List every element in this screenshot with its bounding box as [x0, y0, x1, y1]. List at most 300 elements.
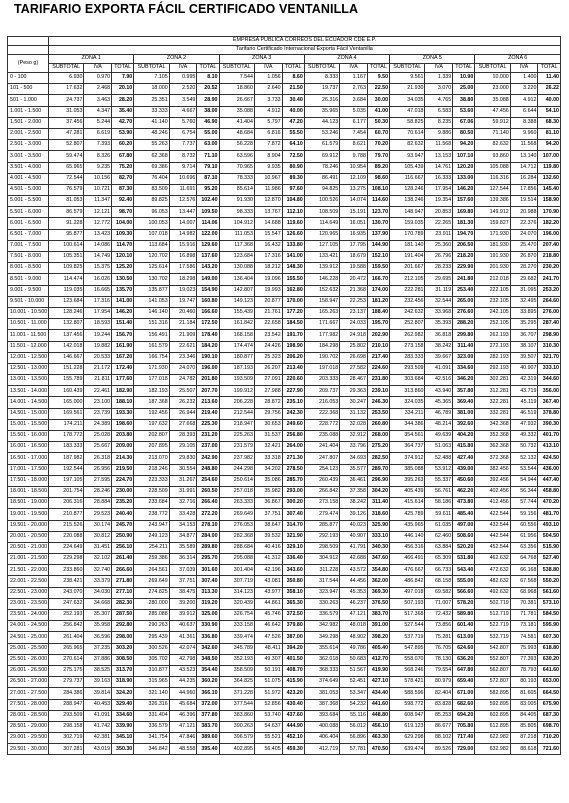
iva-cell: 20.533 — [84, 352, 112, 363]
subtotal-cell: 83.509 — [134, 184, 169, 195]
table-row — [8, 498, 561, 509]
iva-cell: 3.463 — [84, 95, 112, 106]
subtotal-cell: 130.702 — [134, 274, 169, 285]
iva-cell: 8.904 — [254, 151, 282, 162]
iva-cell: 68.158 — [425, 576, 453, 587]
iva-cell: 18.679 — [340, 252, 368, 263]
subtotal-cell: 146.228 — [304, 274, 339, 285]
total-cell: 143.20 — [197, 263, 219, 274]
total-cell: 50.30 — [367, 117, 389, 128]
iva-cell: 47.121 — [169, 721, 197, 732]
iva-cell: 12.576 — [169, 196, 197, 207]
total-cell: 149.00 — [197, 274, 219, 285]
weight-range: 2.501 - 3.000 — [8, 140, 49, 151]
subtotal-cell: 187.982 — [48, 453, 83, 464]
total-cell: 647.80 — [453, 665, 475, 676]
total-cell: 67.80 — [112, 151, 134, 162]
total-cell: 193.30 — [112, 408, 134, 419]
weight-range: 24.501 - 25.000 — [8, 632, 49, 643]
subtotal-cell: 93.860 — [475, 151, 510, 162]
iva-cell: 1.339 — [425, 73, 453, 84]
subtotal-cell: 37.456 — [48, 117, 83, 128]
iva-cell: 3.684 — [340, 95, 368, 106]
iva-cell: 37.235 — [84, 643, 112, 654]
subtotal-cell: 331.404 — [134, 710, 169, 721]
iva-cell: 7.872 — [254, 140, 282, 151]
iva-cell: 71.781 — [510, 610, 538, 621]
iva-cell: 48.411 — [254, 643, 282, 654]
iva-cell: 21.761 — [254, 307, 282, 318]
total-cell: 369.30 — [367, 587, 389, 598]
weight-range: 6.001 - 6.500 — [8, 218, 49, 229]
subtotal-cell: 139.386 — [475, 196, 510, 207]
total-cell: 181.20 — [367, 296, 389, 307]
table-row — [8, 665, 561, 676]
subtotal-cell: 592.895 — [475, 699, 510, 710]
total-cell: 313.70 — [112, 665, 134, 676]
subtotal-cell: 116.316 — [475, 173, 510, 184]
total-cell: 264.60 — [538, 296, 561, 307]
weight-range: 9.001 - 9.500 — [8, 285, 49, 296]
total-cell: 531.80 — [453, 554, 475, 565]
subtotal-cell: 25.351 — [134, 95, 169, 106]
iva-cell: 20.472 — [340, 274, 368, 285]
iva-cell: 21.368 — [340, 285, 368, 296]
subtotal-cell: 233.860 — [48, 565, 83, 576]
table-row — [8, 352, 561, 363]
table-row — [8, 520, 561, 531]
total-cell: 141.00 — [282, 252, 304, 263]
subtotal-cell: 187.368 — [134, 397, 169, 408]
total-cell: 174.00 — [367, 285, 389, 296]
subtotal-cell: 486.842 — [390, 576, 425, 587]
subtotal-cell: 105.088 — [475, 162, 510, 173]
total-cell: 277.10 — [112, 587, 134, 598]
total-cell: 319.20 — [197, 598, 219, 609]
iva-cell: 40.416 — [254, 542, 282, 553]
total-cell: 177.20 — [282, 307, 304, 318]
total-cell: 372.50 — [282, 610, 304, 621]
subtotal-cell: 86.491 — [304, 173, 339, 184]
subtotal-cell: 181.140 — [390, 240, 425, 251]
subtotal-cell: 52.807 — [48, 140, 83, 151]
table-row — [8, 643, 561, 654]
total-cell: 26.22 — [538, 84, 561, 95]
total-cell: 289.80 — [197, 542, 219, 553]
subtotal-cell: 252.105 — [475, 319, 510, 330]
subtotal-cell: 155.439 — [219, 307, 254, 318]
weight-range: 101 - 500 — [8, 84, 49, 95]
total-cell: 231.20 — [197, 431, 219, 442]
total-cell: 94.20 — [453, 140, 475, 151]
total-cell: 172.40 — [112, 363, 134, 374]
iva-cell: 65.309 — [425, 554, 453, 565]
weight-range: 13.501 - 14.000 — [8, 386, 49, 397]
subtotal-cell: 120.702 — [134, 252, 169, 263]
table-row — [8, 117, 561, 128]
iva-cell: 39.814 — [84, 688, 112, 699]
iva-cell: 0.970 — [84, 73, 112, 84]
total-cell: 527.40 — [538, 554, 561, 565]
total-cell: 253.20 — [538, 285, 561, 296]
total-cell: 415.90 — [282, 677, 304, 688]
subtotal-cell: 191.930 — [475, 252, 510, 263]
subtotal-cell: 249.123 — [134, 531, 169, 542]
total-cell: 404.20 — [453, 431, 475, 442]
subtotal-cell: 91.930 — [219, 196, 254, 207]
weight-range: 11.001 - 11.500 — [8, 330, 49, 341]
iva-cell: 2.468 — [84, 84, 112, 95]
subtotal-cell: 119.035 — [48, 285, 83, 296]
total-cell: 717.40 — [453, 733, 475, 744]
iva-cell: 25.360 — [425, 240, 453, 251]
subtotal-cell: 209.737 — [304, 386, 339, 397]
total-cell: 538.80 — [538, 565, 561, 576]
table-row — [8, 453, 561, 464]
total-cell: 55.00 — [197, 128, 219, 139]
iva-cell: 19.244 — [84, 330, 112, 341]
subtotal-cell: 71.140 — [475, 128, 510, 139]
total-cell: 266.40 — [197, 498, 219, 509]
weight-range: 2.001 - 2.500 — [8, 128, 49, 139]
table-row — [8, 554, 561, 565]
iva-cell: 27.988 — [254, 386, 282, 397]
total-cell: 664.50 — [538, 688, 561, 699]
subtotal-cell: 70.965 — [219, 162, 254, 173]
iva-cell: 32.544 — [425, 296, 453, 307]
total-cell: 156.70 — [112, 330, 134, 341]
zone-header: ZONA 1 — [48, 55, 133, 64]
subtotal-cell: 207.895 — [134, 442, 169, 453]
total-cell: 89.20 — [367, 162, 389, 173]
subtotal-cell: 35.088 — [475, 95, 510, 106]
subtotal-cell: 262.193 — [475, 330, 510, 341]
weight-range: 4.501 - 5.000 — [8, 184, 49, 195]
iva-cell: 5.760 — [169, 117, 197, 128]
total-cell: 206.20 — [282, 352, 304, 363]
iva-cell: 19.096 — [254, 274, 282, 285]
total-cell: 265.00 — [453, 296, 475, 307]
table-row — [8, 576, 561, 587]
iva-cell: 67.568 — [510, 576, 538, 587]
table-row — [8, 218, 561, 229]
iva-cell: 19.747 — [169, 296, 197, 307]
weight-range: 16.501 - 17.000 — [8, 453, 49, 464]
total-cell: 497.00 — [453, 520, 475, 531]
iva-cell: 20.877 — [254, 296, 282, 307]
subtotal-cell: 293.509 — [48, 710, 83, 721]
subtotal-cell: 568.246 — [390, 665, 425, 676]
total-cell: 289.70 — [367, 464, 389, 475]
subtotal-cell: 8.333 — [304, 73, 339, 84]
zone-header: ZONA 4 — [304, 55, 389, 64]
total-cell: 318.90 — [112, 677, 134, 688]
total-cell: 202.90 — [367, 330, 389, 341]
subtotal-cell: 312.281 — [475, 386, 510, 397]
subtotal-cell: 171.930 — [475, 229, 510, 240]
total-cell: 145.40 — [538, 184, 561, 195]
total-cell: 481.70 — [538, 509, 561, 520]
total-cell: 607.30 — [538, 632, 561, 643]
total-cell: 508.60 — [453, 531, 475, 542]
iva-cell: 89.526 — [425, 744, 453, 755]
total-cell: 248.80 — [197, 464, 219, 475]
weight-range: 17.501 - 18.000 — [8, 475, 49, 486]
weight-range: 21.001 - 21.500 — [8, 554, 49, 565]
iva-cell: 9.960 — [510, 128, 538, 139]
total-cell: 493.10 — [538, 520, 561, 531]
iva-cell: 28.884 — [84, 498, 112, 509]
total-cell: 298.00 — [112, 632, 134, 643]
iva-cell: 35.958 — [84, 621, 112, 632]
total-cell: 194.70 — [453, 229, 475, 240]
subtotal-cell: 161.579 — [134, 341, 169, 352]
total-cell: 109.50 — [197, 207, 219, 218]
column-header-total: TOTAL — [538, 64, 561, 73]
subtotal-cell: 261.404 — [48, 632, 83, 643]
subtotal-cell: 442.544 — [475, 531, 510, 542]
iva-cell: 23.137 — [340, 307, 368, 318]
iva-cell: 73.856 — [425, 621, 453, 632]
table-row — [8, 598, 561, 609]
iva-cell: 13.140 — [510, 151, 538, 162]
total-cell: 207.70 — [197, 386, 219, 397]
table-row — [8, 207, 561, 218]
subtotal-cell: 269.649 — [134, 576, 169, 587]
total-cell: 504.50 — [538, 531, 561, 542]
iva-cell: 5.035 — [340, 106, 368, 117]
total-cell: 87.30 — [112, 184, 134, 195]
total-cell: 278.50 — [282, 464, 304, 475]
weight-range: 9.501 - 10.000 — [8, 296, 49, 307]
iva-cell: 56.344 — [510, 486, 538, 497]
total-cell: 35.40 — [112, 106, 134, 117]
total-cell: 42.70 — [112, 117, 134, 128]
iva-cell: 74.581 — [510, 632, 538, 643]
subtotal-cell: 174.211 — [48, 419, 83, 430]
iva-cell: 19.588 — [340, 263, 368, 274]
total-cell: 97.60 — [282, 184, 304, 195]
total-cell: 308.50 — [112, 654, 134, 665]
iva-cell: 37.358 — [340, 486, 368, 497]
total-cell: 278.10 — [197, 520, 219, 531]
iva-cell: 6.816 — [254, 128, 282, 139]
total-cell: 334.60 — [453, 363, 475, 374]
total-cell: 321.70 — [538, 352, 561, 363]
table-row — [8, 319, 561, 330]
total-cell: 584.50 — [538, 610, 561, 621]
weight-range: 14.001 - 14.500 — [8, 397, 49, 408]
subtotal-cell: 320.439 — [219, 598, 254, 609]
subtotal-cell: 497.018 — [390, 587, 425, 598]
total-cell: 114.60 — [367, 196, 389, 207]
table-row — [8, 442, 561, 453]
subtotal-cell: 355.614 — [304, 643, 339, 654]
iva-cell: 19.354 — [425, 196, 453, 207]
total-cell: 154.90 — [197, 285, 219, 296]
subtotal-cell: 632.982 — [475, 744, 510, 755]
total-cell: 288.20 — [453, 319, 475, 330]
iva-cell: 52.856 — [254, 699, 282, 710]
iva-cell: 14.712 — [510, 162, 538, 173]
total-cell: 379.80 — [282, 621, 304, 632]
table-row — [8, 721, 561, 732]
total-cell: 229.90 — [453, 263, 475, 274]
total-cell: 250.90 — [112, 531, 134, 542]
total-cell: 126.60 — [282, 229, 304, 240]
iva-cell: 35.295 — [510, 319, 538, 330]
table-row — [8, 610, 561, 621]
total-cell: 241.80 — [453, 274, 475, 285]
subtotal-cell: 7.544 — [219, 73, 254, 84]
weight-range: 19.001 - 19.500 — [8, 509, 49, 520]
total-cell: 170.90 — [538, 207, 561, 218]
iva-cell: 41.361 — [169, 632, 197, 643]
total-cell: 30.40 — [282, 95, 304, 106]
total-cell: 301.60 — [197, 565, 219, 576]
total-cell: 167.20 — [112, 352, 134, 363]
total-cell: 550.20 — [538, 576, 561, 587]
total-cell: 310.30 — [538, 341, 561, 352]
subtotal-cell: 104.912 — [219, 218, 254, 229]
subtotal-cell: 168.158 — [219, 330, 254, 341]
iva-cell: 55.337 — [425, 475, 453, 486]
subtotal-cell: 324.035 — [390, 397, 425, 408]
iva-cell: 16.284 — [510, 173, 538, 184]
table-row — [8, 565, 561, 576]
subtotal-cell: 288.947 — [48, 699, 83, 710]
total-cell: 340.30 — [367, 542, 389, 553]
subtotal-cell: 282.368 — [219, 531, 254, 542]
weight-range: 1.501 - 2.000 — [8, 117, 49, 128]
iva-cell: 14.761 — [425, 162, 453, 173]
subtotal-cell: 222.368 — [304, 408, 339, 419]
iva-cell: 24.389 — [84, 419, 112, 430]
total-cell: 705.80 — [453, 721, 475, 732]
iva-cell: 30.653 — [254, 419, 282, 430]
subtotal-cell: 69.912 — [304, 151, 339, 162]
subtotal-cell: 272.193 — [475, 341, 510, 352]
iva-cell: 55.521 — [254, 733, 282, 744]
table-row — [8, 733, 561, 744]
total-cell: 325.00 — [197, 610, 219, 621]
weight-range: 10.501 - 11.000 — [8, 319, 49, 330]
total-cell: 473.80 — [453, 498, 475, 509]
subtotal-cell: 201.667 — [390, 263, 425, 274]
total-cell: 430.40 — [282, 699, 304, 710]
iva-cell: 25.507 — [169, 386, 197, 397]
subtotal-cell: 456.316 — [390, 542, 425, 553]
table-row — [8, 397, 561, 408]
subtotal-cell: 235.088 — [304, 431, 339, 442]
total-cell: 107.00 — [538, 151, 561, 162]
total-cell: 218.20 — [453, 252, 475, 263]
iva-cell: 43.977 — [254, 587, 282, 598]
iva-cell: 10.156 — [84, 173, 112, 184]
subtotal-cell: 537.719 — [390, 632, 425, 643]
subtotal-cell: 199.912 — [219, 386, 254, 397]
subtotal-cell: 123.684 — [48, 296, 83, 307]
total-cell: 256.10 — [112, 542, 134, 553]
iva-cell: 51.972 — [254, 688, 282, 699]
total-cell: 630.20 — [538, 654, 561, 665]
iva-cell: 26.796 — [425, 252, 453, 263]
iva-cell: 13.447 — [169, 207, 197, 218]
zone-header: ZONA 5 — [390, 55, 475, 64]
subtotal-cell: 282.193 — [475, 352, 510, 363]
total-cell: 28.90 — [197, 95, 219, 106]
total-cell: 95.20 — [197, 184, 219, 195]
iva-cell: 4.912 — [254, 106, 282, 117]
weight-range: 12.501 - 13.000 — [8, 363, 49, 374]
total-cell: 268.00 — [367, 431, 389, 442]
subtotal-cell: 128.246 — [390, 184, 425, 195]
iva-cell: 44.456 — [340, 576, 368, 587]
table-row — [8, 475, 561, 486]
subtotal-cell: 149.123 — [219, 296, 254, 307]
subtotal-cell: 228.509 — [134, 486, 169, 497]
total-cell: 372.00 — [197, 699, 219, 710]
total-cell: 235.10 — [282, 397, 304, 408]
iva-cell: 52.451 — [340, 677, 368, 688]
total-cell: 209.00 — [112, 442, 134, 453]
subtotal-cell: 62.368 — [134, 151, 169, 162]
total-cell: 369.40 — [453, 397, 475, 408]
total-cell: 394.20 — [282, 643, 304, 654]
column-header-total: TOTAL — [197, 64, 219, 73]
subtotal-cell: 41.140 — [134, 117, 169, 128]
total-cell: 566.60 — [453, 587, 475, 598]
subtotal-cell: 292.193 — [304, 531, 339, 542]
subtotal-cell: 109.825 — [48, 263, 83, 274]
subtotal-cell: 117.368 — [219, 240, 254, 251]
total-cell: 452.10 — [282, 733, 304, 744]
iva-cell: 17.856 — [510, 184, 538, 195]
total-cell: 272.20 — [197, 509, 219, 520]
total-cell: 114.06 — [197, 218, 219, 229]
table-row — [8, 263, 561, 274]
iva-cell: 22.621 — [169, 341, 197, 352]
subtotal-cell: 326.754 — [219, 610, 254, 621]
subtotal-cell: 223.333 — [134, 475, 169, 486]
iva-cell: 24.070 — [169, 363, 197, 374]
total-cell: 601.40 — [453, 621, 475, 632]
iva-cell: 86.677 — [425, 721, 453, 732]
subtotal-cell: 76.579 — [48, 184, 83, 195]
total-cell: 401.70 — [538, 431, 561, 442]
iva-cell: 84.405 — [510, 710, 538, 721]
subtotal-cell: 232.105 — [475, 296, 510, 307]
total-cell: 207.40 — [538, 240, 561, 251]
subtotal-cell: 307.281 — [48, 744, 83, 755]
subtotal-cell: 402.895 — [219, 744, 254, 755]
iva-cell: 48.558 — [169, 744, 197, 755]
total-cell: 389.60 — [197, 733, 219, 744]
total-cell: 21.50 — [282, 84, 304, 95]
subtotal-cell: 446.140 — [390, 531, 425, 542]
subtotal-cell: 218.246 — [134, 464, 169, 475]
total-cell: 357.80 — [453, 386, 475, 397]
subtotal-cell: 148.947 — [390, 207, 425, 218]
weight-range: 18.001 - 18.500 — [8, 486, 49, 497]
iva-cell: 6.619 — [84, 128, 112, 139]
iva-cell: 23.739 — [84, 408, 112, 419]
subtotal-cell: 552.807 — [475, 654, 510, 665]
total-cell: 323.00 — [453, 352, 475, 363]
iva-cell: 21.172 — [84, 363, 112, 374]
iva-cell: 63.884 — [425, 542, 453, 553]
iva-cell: 24.918 — [340, 330, 368, 341]
